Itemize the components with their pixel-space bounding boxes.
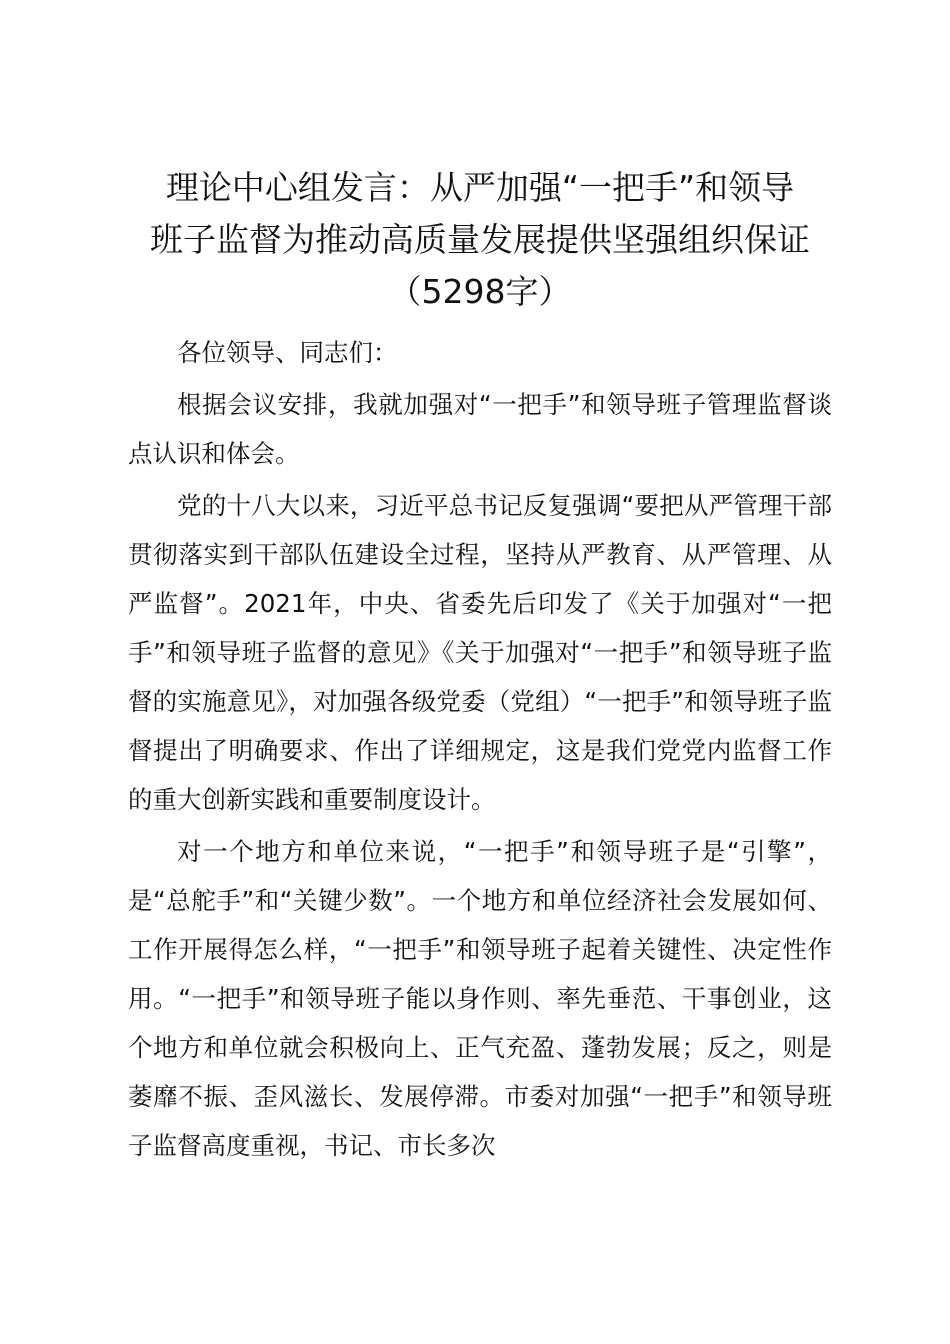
title-line-3: （5298字） [388,272,572,311]
body-paragraph-2: 党的十八大以来，习近平总书记反复强调“要把从严管理干部贯彻落实到干部队伍建设全过程，坚持从严教育、从严管理、从严监督”。2021年，中央、省委先后印发了《关于加强对“一把手”和领导班子监督的意见》《关于加强对“一把手”和领导班子监督的实施意见》，对加强各级党委（党组）“一把手”和领导班子监督提出了明确要求、作出了详细规定，这是我们党党内监督工作的重大创新实践和重要制度设计。 [128,491,832,814]
body-paragraph-1: 根据会议安排，我就加强对“一把手”和领导班子管理监督谈点认识和体会。 [128,390,832,468]
title-line-1: 理论中心组发言：从严加强“一把手”和领导 [165,168,795,207]
document-title [128,162,832,318]
document-content [128,162,832,1170]
document-body [128,328,832,1170]
salutation-paragraph: 各位领导、同志们： [177,338,398,367]
body-paragraph-3: 对一个地方和单位来说，“一把手”和领导班子是“引擎”，是“总舵手”和“关键少数”。一个地方和单位经济社会发展如何、工作开展得怎么样，“一把手”和领导班子起着关键性、决定性作用。“一把手”和领导班子能以身作则、率先垂范、干事创业，这个地方和单位就会积极向上、正气充盈、蓬勃发展；反之，则是萎靡不振、歪风滋长、发展停滞。市委对加强“一把手”和领导班子监督高度重视，书记、市长多次 [128,837,832,1160]
title-line-2: 班子监督为推动高质量发展提供坚强组织保证 [150,220,810,259]
